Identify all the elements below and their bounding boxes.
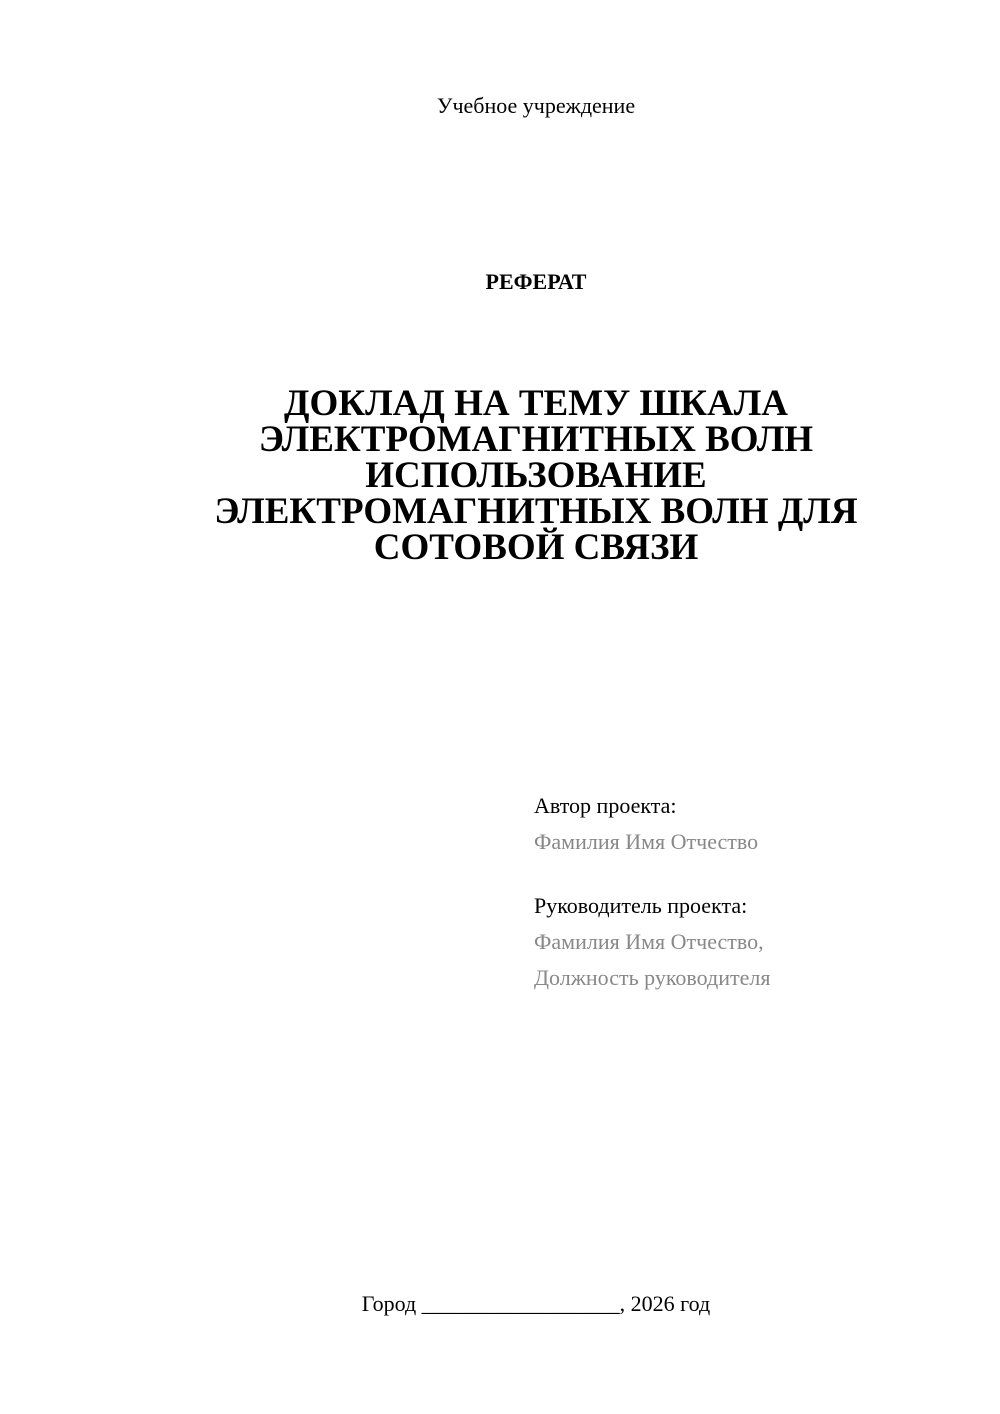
city-year-footer [0,1290,1000,1318]
supervisor-label: Руководитель проекта: [534,893,748,918]
supervisor-name: Фамилия Имя Отчество, [534,929,764,954]
document-title [200,383,872,568]
year-text: , 2026 год [619,1291,711,1316]
institution-name: Учебное учреждение [436,93,636,118]
city-blank: __________________ [421,1291,620,1316]
document-type: РЕФЕРАТ [485,269,587,294]
city-label: Город [361,1291,417,1316]
title-line: ЭЛЕКТРОМАГНИТНЫХ ВОЛН [258,419,814,460]
supervisor-position: Должность руководителя [534,965,771,990]
title-line: ДОКЛАД НА ТЕМУ ШКАЛА [284,383,788,424]
title-line: ИСПОЛЬЗОВАНИЕ [365,455,707,496]
author-name: Фамилия Имя Отчество [534,829,759,854]
title-line: СОТОВОЙ СВЯЗИ [373,527,699,568]
title-line: ЭЛЕКТРОМАГНИТНЫХ ВОЛН ДЛЯ [214,491,858,532]
project-info-block [534,788,954,996]
author-label: Автор проекта: [534,793,677,818]
